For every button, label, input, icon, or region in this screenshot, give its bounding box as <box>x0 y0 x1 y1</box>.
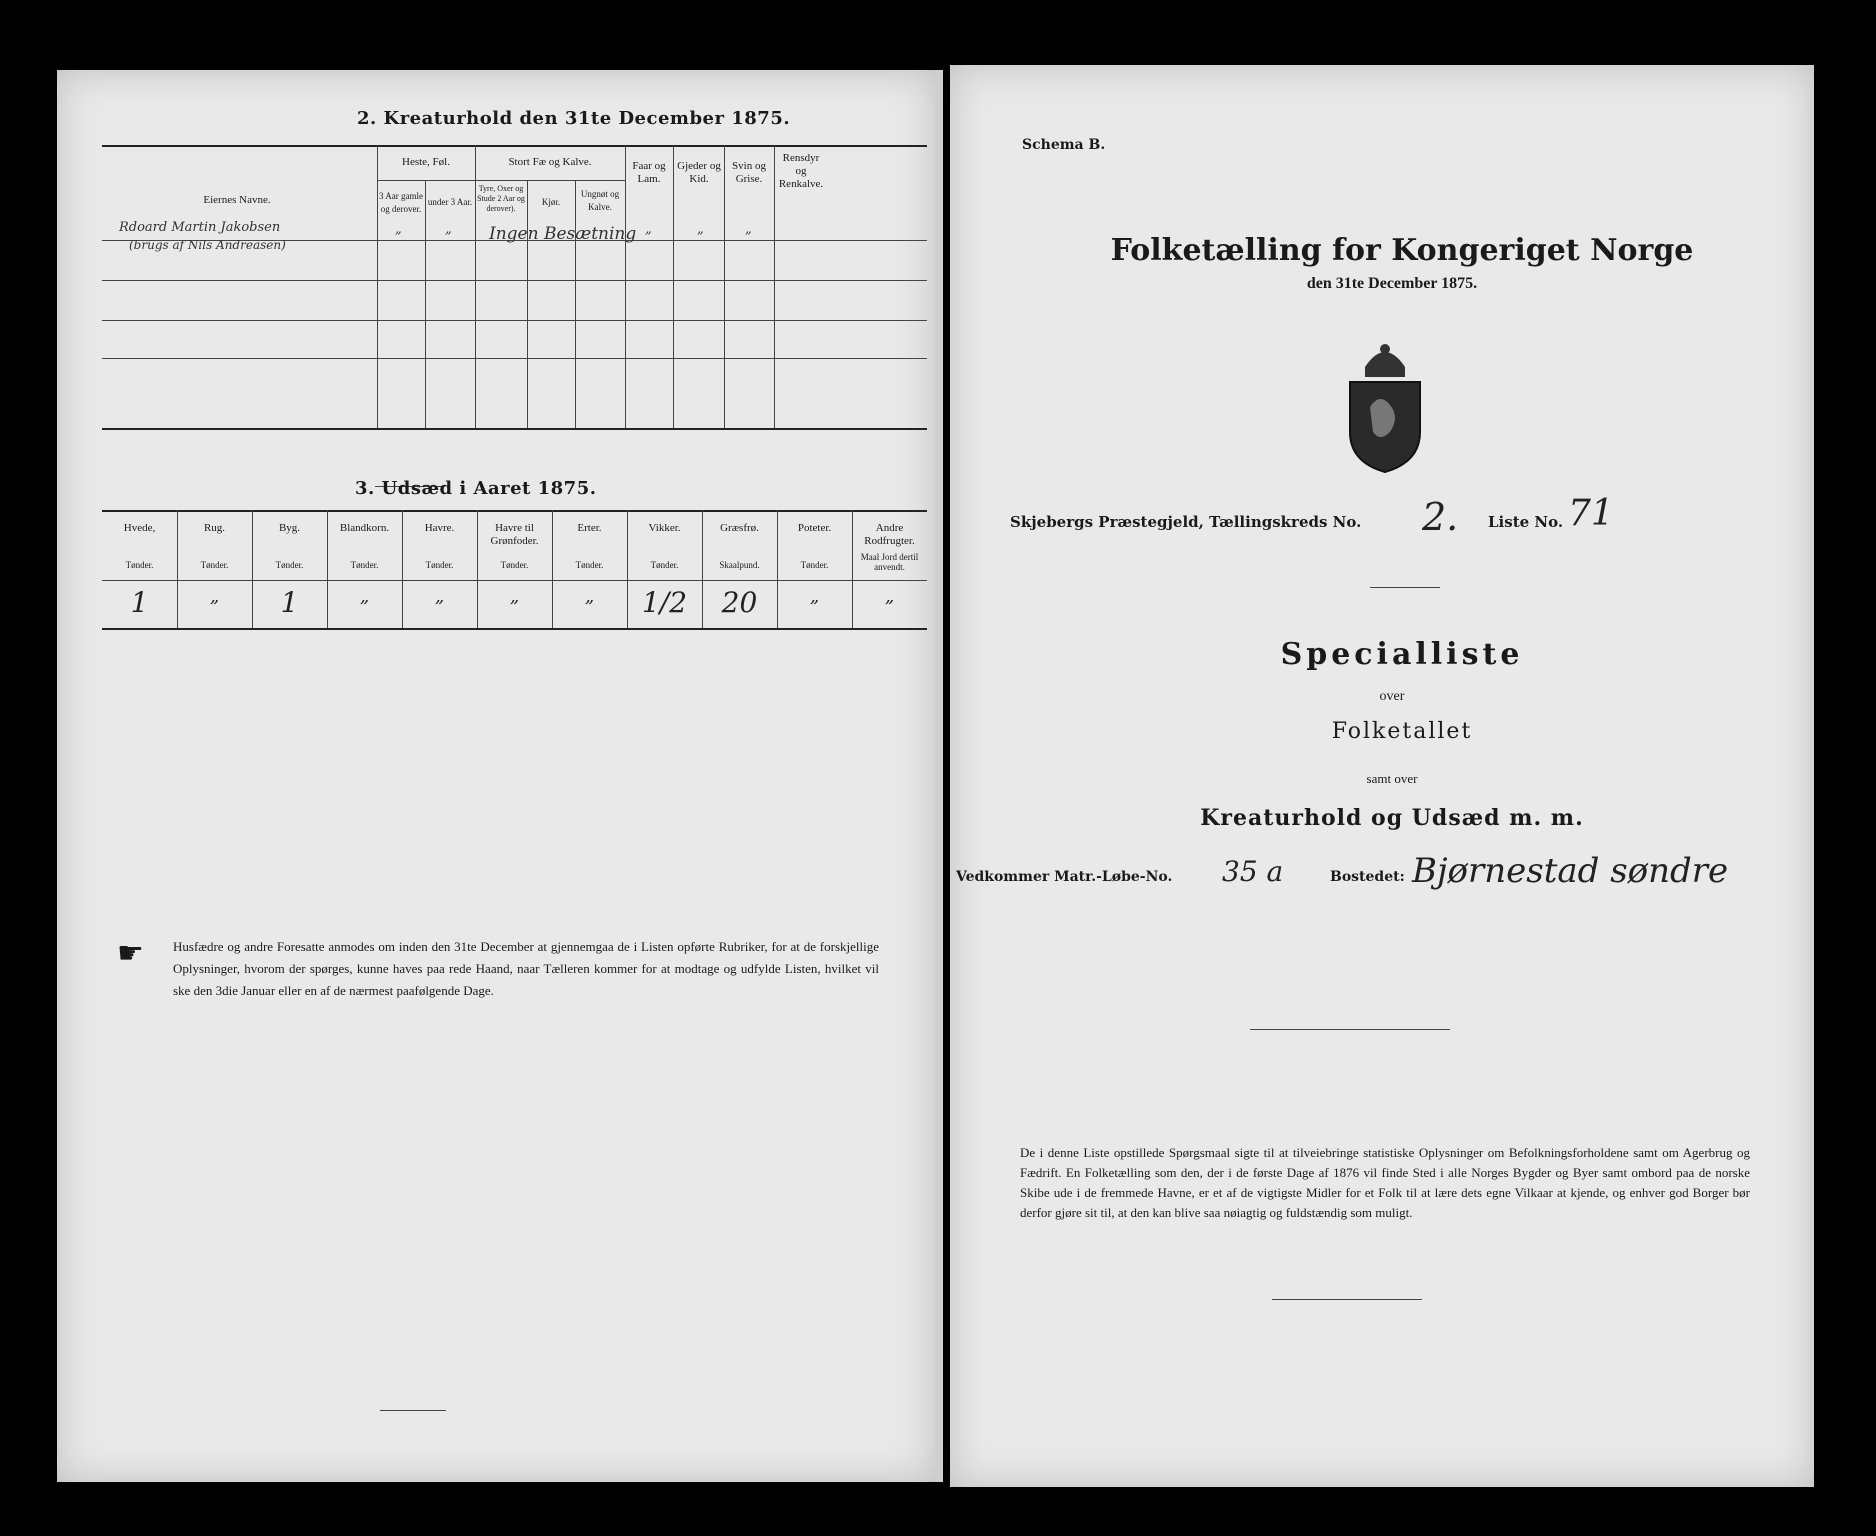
owner-name: Rdoard Martin Jakobsen <box>119 220 281 235</box>
table3-bottom-rule <box>102 628 927 630</box>
matr-no: 35 a <box>1222 855 1284 888</box>
no-livestock-note: Ingen Besætning <box>489 224 637 244</box>
left-page <box>57 70 943 1482</box>
table3-header-unit: Tønder. <box>425 560 454 570</box>
parish-line: Skjebergs Præstegjeld, Tællingskreds No. <box>1010 513 1362 531</box>
header-heste-b: under 3 Aar. <box>427 197 473 207</box>
table3-col-divider <box>852 510 853 628</box>
kreaturhold-title: Kreaturhold og Udsæd m. m. <box>1200 805 1584 831</box>
table2-col-divider <box>575 180 576 428</box>
notice-text: Husfædre og andre Foresatte anmodes om inden den 31te December at gjennemgaa de i Listen opførte Rubriker, for at de forskjellige Oplysninger, hvorom der spørges, kunne haves paa rede Haand, naar Tælleren kommer for at modtage og udfylde Listen, hvilket vil ske den 3die Januar eller en af de nærmest paafølgende Dage. <box>173 939 879 998</box>
bostedet-label: Bostedet: <box>1330 869 1405 885</box>
table3-header-unit: Tønder. <box>650 560 679 570</box>
header-stort-b: Kjør. <box>541 197 561 207</box>
footer-rule <box>380 1410 446 1411</box>
header-gjeder: Gjeder og Kid. <box>677 160 721 185</box>
table3-cell-value: „ <box>434 586 445 607</box>
heste-a-value: „ <box>395 222 402 237</box>
separator <box>1250 1029 1450 1030</box>
svin-value: „ <box>745 222 752 237</box>
table3-header-unit: Tønder. <box>275 560 304 570</box>
table3-top-rule <box>102 510 927 512</box>
table2-col-divider <box>377 145 378 428</box>
table3-cell-value: „ <box>209 586 220 607</box>
table3-col-divider <box>552 510 553 628</box>
table2-col-divider <box>475 145 476 428</box>
table2-row-rule <box>102 358 927 359</box>
table2-col-divider <box>774 145 775 428</box>
samt-over-text: samt over <box>1366 771 1418 786</box>
header-heste: Heste, Føl. <box>402 156 450 168</box>
header-owner: Eiernes Navne. <box>203 194 271 206</box>
header-heste-a: 3 Aar gamle og derover. <box>379 191 423 214</box>
table3-header-unit: Tønder. <box>575 560 604 570</box>
matr-label: Vedkommer Matr.-Løbe-No. <box>956 869 1173 885</box>
table3-header-name: Byg. <box>278 522 301 534</box>
table2-row-rule <box>102 320 927 321</box>
table3-cell-value: „ <box>884 586 895 607</box>
table3-col-divider <box>777 510 778 628</box>
specialliste-title: Specialliste <box>1280 637 1524 672</box>
folketallet-title: Folketallet <box>1331 719 1473 744</box>
table3-col-divider <box>402 510 403 628</box>
heste-b-value: „ <box>445 222 452 237</box>
table3-col-divider <box>177 510 178 628</box>
header-rensdyr: Rensdyr og Renkalve. <box>778 152 824 190</box>
header-stort-c: Ungnøt og Kalve. <box>580 189 620 212</box>
table3-col-divider <box>327 510 328 628</box>
gjeder-value: „ <box>697 222 704 237</box>
schema-label: Schema B. <box>1022 137 1106 153</box>
faar-value: „ <box>645 222 652 237</box>
table3-header-name: Græsfrø. <box>720 522 759 534</box>
table2-bottom-rule <box>102 428 927 430</box>
table3-header-rule <box>102 580 927 581</box>
table2-col-divider <box>425 180 426 428</box>
table3-header-name: Havre. <box>424 522 455 534</box>
table2-col-divider <box>625 145 626 428</box>
table3-header-name: Erter. <box>577 522 602 534</box>
table3-header-unit: Skaalpund. <box>719 560 760 570</box>
table2-col-divider <box>673 145 674 428</box>
bostedet-value: Bjørnestad søndre <box>1412 851 1729 891</box>
table2-group-rule <box>377 180 625 181</box>
main-title: Folketælling for Kongeriget Norge <box>1110 233 1694 268</box>
table3-cell-value: „ <box>509 586 520 607</box>
header-stort-a: Tyre, Oxer og Stude 2 Aar og derover). <box>477 184 525 213</box>
table3-header-name: Poteter. <box>797 522 832 534</box>
liste-no: 71 <box>1568 493 1614 534</box>
table3-header-unit: Tønder. <box>200 560 229 570</box>
table3-header-unit: Tønder. <box>500 560 529 570</box>
table3-cell-value: 1/2 <box>641 586 688 619</box>
over-text-1: over <box>1379 689 1405 704</box>
table3-col-divider <box>477 510 478 628</box>
table3-cell-value: 1 <box>130 586 149 619</box>
header-svin: Svin og Grise. <box>732 160 766 185</box>
table3-header-unit: Tønder. <box>125 560 154 570</box>
table3-header-name: Hvede, <box>123 522 156 534</box>
table3-cell-value: 20 <box>721 586 758 619</box>
table3-cell-value: 1 <box>280 586 299 619</box>
owner-note: (brugs af Nils Andreasen) <box>129 238 286 252</box>
right-page <box>950 65 1814 1487</box>
intro-paragraph: De i denne Liste opstillede Spørgsmaal sigte til at tilveiebringe statistiske Oplysninger om Befolkningsforholdene samt om Agerbrug og Fædrift. En Folketælling som den, der i de første Dage af 1876 vil finde Sted i alle Norges Bygder og Byer samt ombord paa de norske Skibe ude i de fremmede Havne, er et af de vigtigste Midler for et Folk til at lære dets egne Vilkaar at kjende, og enhver god Borger bør derfor gjøre sit til, at den kan blive saa nøiagtig og fuldstændig som muligt. <box>1020 1145 1750 1220</box>
table3-cell-value: „ <box>584 586 595 607</box>
table3-header-name: Havre til Grønfoder. <box>490 522 539 547</box>
table3-header-name: Blandkorn. <box>339 522 390 534</box>
coat-of-arms-icon <box>1335 337 1435 477</box>
header-faar: Faar og Lam. <box>632 160 666 185</box>
separator <box>1272 1299 1422 1300</box>
separator <box>1370 587 1440 588</box>
table3-cell-value: „ <box>359 586 370 607</box>
kreds-no: 2. <box>1422 495 1459 539</box>
table3-header-unit: Maal Jord dertil anvendt. <box>860 552 919 572</box>
table2-col-divider <box>724 145 725 428</box>
header-stort: Stort Fæ og Kalve. <box>508 156 592 168</box>
table3-header-name: Andre Rodfrugter. <box>864 522 915 547</box>
table2-row-rule <box>102 280 927 281</box>
table3-header-unit: Tønder. <box>350 560 379 570</box>
liste-label: Liste No. <box>1488 513 1564 531</box>
section2-title: 2. Kreaturhold den 31te December 1875. <box>357 108 791 129</box>
table3-cell-value: „ <box>809 586 820 607</box>
table3-header-name: Vikker. <box>648 522 681 534</box>
table3-header-name: Rug. <box>203 522 226 534</box>
table2-col-divider <box>527 180 528 428</box>
census-date: den 31te December 1875. <box>1306 275 1478 292</box>
table3-header-unit: Tønder. <box>800 560 829 570</box>
section3-title: 3. Udsæd i Aaret 1875. <box>355 478 597 499</box>
pointing-hand-icon: ☛ <box>117 936 144 971</box>
table2-top-rule <box>102 145 927 147</box>
